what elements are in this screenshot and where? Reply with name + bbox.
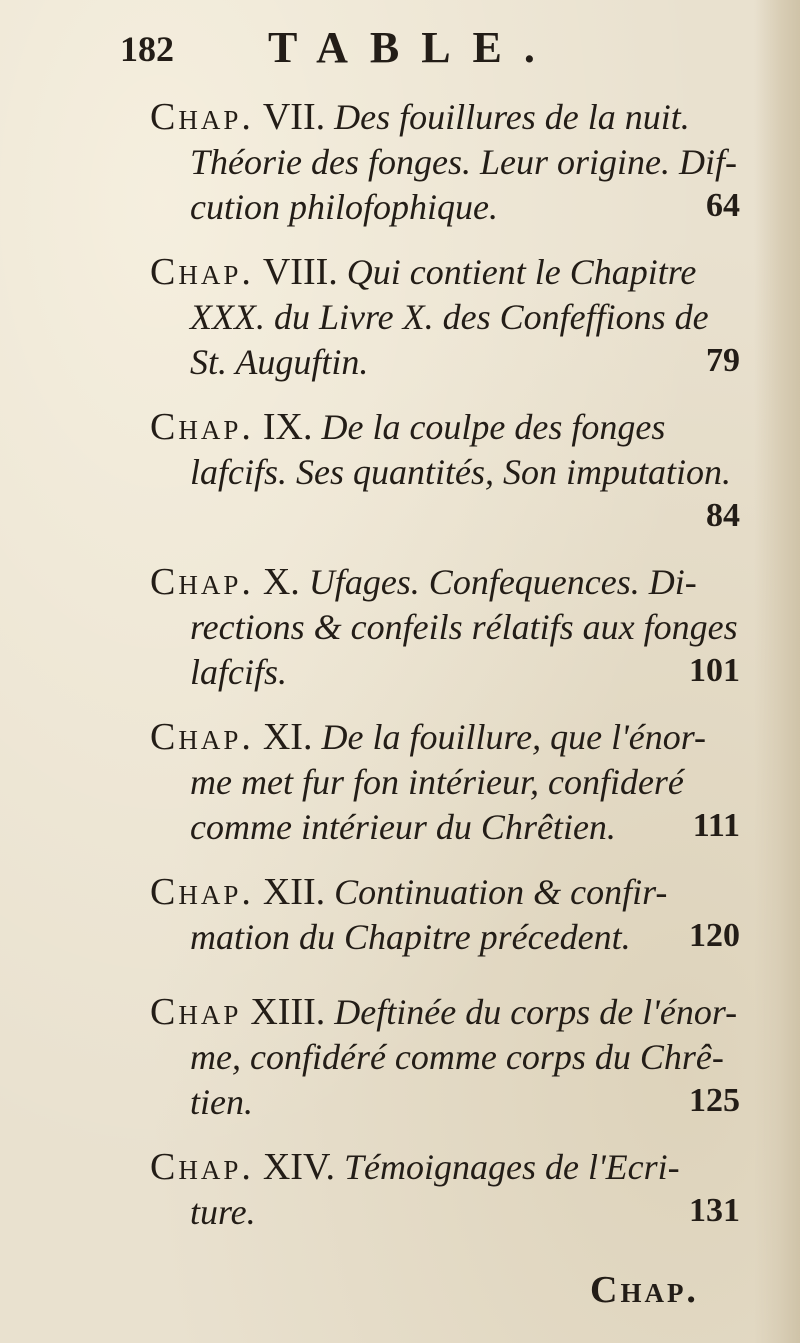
chap-number: IX.	[262, 406, 313, 448]
chap-label: Chap.	[150, 406, 254, 448]
chap-label: Chap.	[150, 1146, 254, 1188]
chap-number: XI.	[262, 716, 313, 758]
chap-number: VII.	[262, 96, 326, 138]
page-reference: 79	[706, 342, 740, 379]
entry-text: Qui contient le Chapitre	[346, 252, 697, 292]
toc-entry-viii	[150, 250, 740, 385]
toc-entry-xiii	[150, 990, 740, 1125]
page-reference: 64	[706, 187, 740, 224]
entry-text: De la coulpe des fonges	[321, 407, 666, 447]
catchword: Chap.	[590, 1269, 699, 1311]
chap-label: Chap.	[150, 251, 254, 293]
page-reference: 84	[706, 497, 740, 534]
entry-line	[150, 250, 740, 295]
page-reference: 131	[689, 1192, 740, 1229]
entry-line: me, confidéré comme corps du Chrê-	[190, 1037, 724, 1077]
entry-text: Témoignages de l'Ecri-	[344, 1147, 680, 1187]
toc-entry-xiv	[150, 1145, 740, 1235]
entry-line: me met fur fon intérieur, confideré	[190, 762, 684, 802]
entry-text: Des fouillures de la nuit.	[334, 97, 690, 137]
entry-line	[150, 95, 740, 140]
toc-entry-x	[150, 560, 740, 695]
entry-text: Deftinée du corps de l'énor-	[334, 992, 738, 1032]
entry-text: Ufages. Confequences. Di-	[308, 562, 697, 602]
toc-entry-xii	[150, 870, 740, 960]
page-edge	[754, 0, 800, 1343]
entry-line: lafcifs.	[190, 652, 287, 692]
page-header	[120, 22, 640, 82]
chap-number: XII.	[262, 871, 326, 913]
entry-line	[150, 405, 740, 450]
page-reference: 125	[689, 1082, 740, 1119]
entry-line: cution philofophique.	[190, 187, 498, 227]
entry-line: comme intérieur du Chrêtien.	[190, 807, 616, 847]
chap-label: Chap.	[150, 871, 254, 913]
entry-line: Théorie des fonges. Leur origine. Dif-	[190, 142, 737, 182]
toc-entry-vii	[150, 95, 740, 230]
entry-line: ture.	[190, 1192, 256, 1232]
chap-number: XIII.	[250, 991, 326, 1033]
entry-line: mation du Chapitre précedent.	[190, 917, 631, 957]
entry-line: rections & confeils rélatifs aux fonges	[190, 607, 738, 647]
entry-line	[150, 1145, 740, 1190]
page-reference: 101	[689, 652, 740, 689]
toc-entry-ix	[150, 405, 740, 540]
chap-label: Chap.	[150, 561, 254, 603]
entry-line	[150, 870, 740, 915]
toc-entry-xi	[150, 715, 740, 850]
entry-line	[150, 990, 740, 1035]
running-title: TABLE.	[268, 23, 557, 72]
chap-label: Chap.	[150, 96, 254, 138]
page-number: 182	[120, 29, 174, 69]
page-reference: 111	[692, 807, 740, 844]
chap-number: XIV.	[262, 1146, 335, 1188]
chap-label: Chap	[150, 991, 242, 1033]
entry-text: Continuation & confir-	[334, 872, 668, 912]
page-reference: 120	[689, 917, 740, 954]
entry-text: De la fouillure, que l'énor-	[321, 717, 707, 757]
entry-line: tien.	[190, 1082, 253, 1122]
chap-number: VIII.	[262, 251, 338, 293]
entry-line: XXX. du Livre X. des Confeffions de	[190, 297, 709, 337]
entry-line: St. Auguftin.	[190, 342, 369, 382]
entry-line	[150, 715, 740, 760]
chap-number: X.	[262, 561, 300, 603]
entry-line: lafcifs. Ses quantités, Son imputation.	[190, 452, 731, 492]
chap-label: Chap.	[150, 716, 254, 758]
entry-line	[150, 560, 740, 605]
